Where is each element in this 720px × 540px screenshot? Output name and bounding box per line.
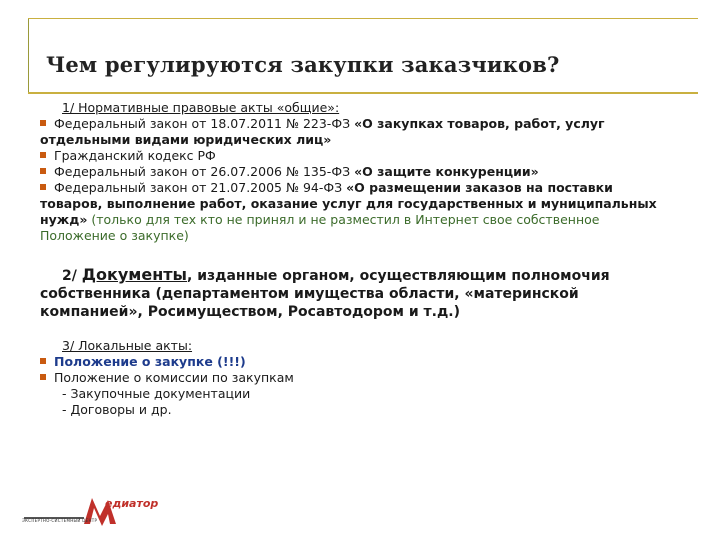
slide-title: Чем регулируются закупки заказчиков? [46,52,560,77]
list-item: Положение о закупке (!!!) [40,354,690,370]
list-item: - Договоры и др. [62,402,172,417]
square-bullet-icon [40,152,46,158]
square-bullet-icon [40,168,46,174]
list-item: - Закупочные документации [62,386,251,401]
list-item-note: Положение о закупке) [40,228,189,243]
list-item: Гражданский кодекс РФ [40,148,690,164]
list-item-continuation: товаров, выполнение работ, оказание услуг для государственных и муниципальных [40,196,657,211]
section-local-acts [40,338,690,418]
section3-heading: 3/ Локальные акты: [62,338,193,353]
documents-word: Документы [81,265,187,284]
list-item: Федеральный закон от 26.07.2006 № 135-ФЗ «О защите конкуренции» [40,164,690,180]
square-bullet-icon [40,120,46,126]
list-item: Федеральный закон от 18.07.2011 № 223-ФЗ «О закупках товаров, работ, услуг [40,116,690,132]
frame-top-line [28,18,698,19]
list-item: Положение о комиссии по закупкам [40,370,690,386]
section1-heading: 1/ Нормативные правовые акты «общие»: [62,100,340,115]
list-item: Федеральный закон от 21.07.2005 № 94-ФЗ «О размещении заказов на поставки [40,180,690,196]
square-bullet-icon [40,374,46,380]
list-item-continuation: отдельными видами юридических лиц» [40,132,332,147]
frame-vertical-line [28,18,29,92]
square-bullet-icon [40,358,46,364]
section-owner-documents: 2/ Документы, изданные органом, осуществляющим полномочия собственника (департаментом имущества области, «материнской компанией», Росимуществом, Росавтодором и т.д.) [40,265,610,320]
title-underline [28,92,698,94]
logo-subtitle: ЭКСПЕРТНО-СИСТЕМНЫЙ ЦЕНТР [22,518,98,523]
logo-wordmark: едиатор [105,497,159,510]
square-bullet-icon [40,184,46,190]
section-normative-acts [40,100,690,244]
list-item-continuation: нужд» (только для тех кто не принял и не разместил в Интернет свое собственное [40,212,600,227]
